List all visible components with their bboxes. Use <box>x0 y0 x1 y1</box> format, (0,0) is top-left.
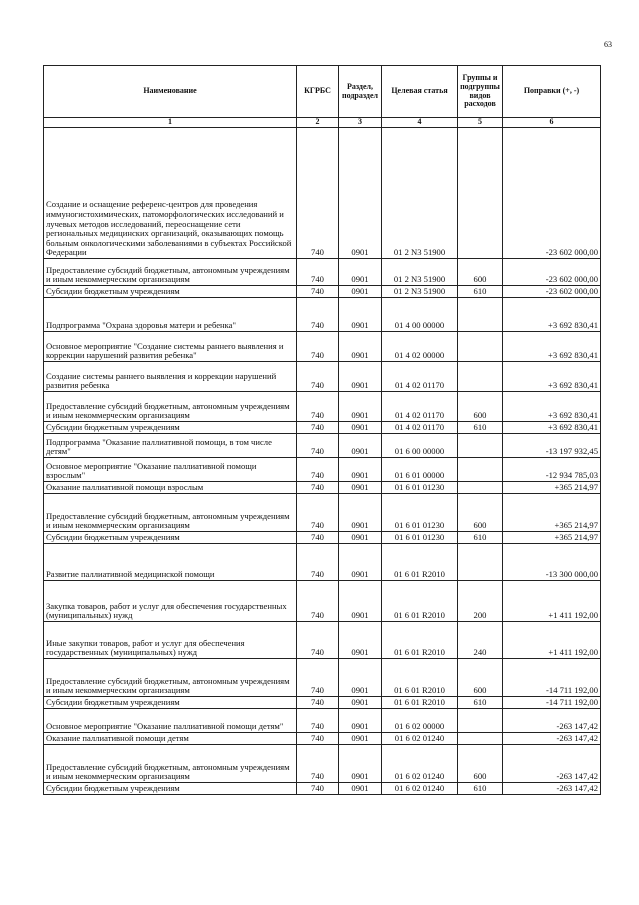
cell-section: 0901 <box>339 544 382 581</box>
table-row <box>44 482 601 494</box>
cell-group: 610 <box>458 697 503 709</box>
cell-name: Субсидии бюджетным учреждениям <box>44 286 297 298</box>
cell-name: Подпрограмма "Охрана здоровья матери и ребенка" <box>44 298 297 332</box>
cell-name: Развитие паллиативной медицинской помощи <box>44 544 297 581</box>
table-row <box>44 298 601 332</box>
cell-name: Создание системы раннего выявления и коррекции нарушений развития ребенка <box>44 362 297 392</box>
cell-name: Закупка товаров, работ и услуг для обеспечения государственных (муниципальных) нужд <box>44 581 297 622</box>
cell-amount: +3 692 830,41 <box>503 332 601 362</box>
cell-group <box>458 544 503 581</box>
cell-kgrbs: 740 <box>297 659 339 697</box>
table-row <box>44 532 601 544</box>
cell-article: 01 6 01 R2010 <box>382 544 458 581</box>
cell-kgrbs: 740 <box>297 544 339 581</box>
cell-kgrbs: 740 <box>297 622 339 659</box>
cell-article: 01 4 02 01170 <box>382 422 458 434</box>
cell-section: 0901 <box>339 362 382 392</box>
cell-amount: +1 411 192,00 <box>503 622 601 659</box>
cell-section: 0901 <box>339 482 382 494</box>
cell-section: 0901 <box>339 783 382 795</box>
cell-section: 0901 <box>339 709 382 733</box>
cell-name: Создание и оснащение референс-центров для проведения иммуногистохимических, патоморфологических исследований и лучевых методов исследований, переоснащение сети региональных медицинских организаций, оказывающих помощь больным онкологическими заболеваниями в субъектах Российской Федерации <box>44 128 297 259</box>
table-row <box>44 434 601 458</box>
cell-amount: -14 711 192,00 <box>503 659 601 697</box>
cell-section: 0901 <box>339 259 382 286</box>
cell-article: 01 2 N3 51900 <box>382 259 458 286</box>
cell-group: 600 <box>458 392 503 422</box>
cell-amount: +3 692 830,41 <box>503 362 601 392</box>
cell-group: 600 <box>458 259 503 286</box>
cell-article: 01 6 02 01240 <box>382 783 458 795</box>
table-row <box>44 259 601 286</box>
table-header-row <box>44 66 601 118</box>
cell-article: 01 6 01 01230 <box>382 482 458 494</box>
cell-article: 01 4 00 00000 <box>382 298 458 332</box>
cell-amount: -14 711 192,00 <box>503 697 601 709</box>
cell-name: Предоставление субсидий бюджетным, автономным учреждениям и иным некоммерческим организациям <box>44 745 297 783</box>
column-number-row <box>44 118 601 128</box>
cell-name: Основное мероприятие "Оказание паллиативной помощи взрослым" <box>44 458 297 482</box>
table-row <box>44 745 601 783</box>
table-row <box>44 286 601 298</box>
cell-kgrbs: 740 <box>297 434 339 458</box>
cell-group: 240 <box>458 622 503 659</box>
cell-name: Подпрограмма "Оказание паллиативной помощи, в том числе детям" <box>44 434 297 458</box>
cell-name: Предоставление субсидий бюджетным, автономным учреждениям и иным некоммерческим организациям <box>44 392 297 422</box>
cell-kgrbs: 740 <box>297 392 339 422</box>
cell-article: 01 6 01 R2010 <box>382 581 458 622</box>
cell-section: 0901 <box>339 581 382 622</box>
cell-name: Предоставление субсидий бюджетным, автономным учреждениям и иным некоммерческим организациям <box>44 494 297 532</box>
cell-kgrbs: 740 <box>297 581 339 622</box>
budget-amendments-table <box>43 65 601 795</box>
cell-section: 0901 <box>339 532 382 544</box>
header-groups: Группы и подгруппы видов расходов <box>458 66 503 118</box>
cell-article: 01 6 02 01240 <box>382 733 458 745</box>
cell-amount: +3 692 830,41 <box>503 422 601 434</box>
cell-kgrbs: 740 <box>297 482 339 494</box>
cell-amount: -263 147,42 <box>503 709 601 733</box>
cell-article: 01 6 01 01230 <box>382 494 458 532</box>
column-number: 5 <box>458 118 503 128</box>
column-number: 6 <box>503 118 601 128</box>
cell-name: Предоставление субсидий бюджетным, автономным учреждениям и иным некоммерческим организациям <box>44 259 297 286</box>
cell-kgrbs: 740 <box>297 458 339 482</box>
cell-name: Субсидии бюджетным учреждениям <box>44 532 297 544</box>
cell-section: 0901 <box>339 697 382 709</box>
cell-group: 610 <box>458 783 503 795</box>
cell-group: 200 <box>458 581 503 622</box>
cell-group: 610 <box>458 422 503 434</box>
cell-section: 0901 <box>339 494 382 532</box>
header-article: Целевая статья <box>382 66 458 118</box>
cell-group: 600 <box>458 745 503 783</box>
table-row <box>44 392 601 422</box>
cell-group: 610 <box>458 286 503 298</box>
cell-amount: -263 147,42 <box>503 745 601 783</box>
cell-name: Основное мероприятие "Оказание паллиативной помощи детям" <box>44 709 297 733</box>
cell-article: 01 6 01 00000 <box>382 458 458 482</box>
cell-section: 0901 <box>339 128 382 259</box>
cell-amount: -12 934 785,03 <box>503 458 601 482</box>
cell-section: 0901 <box>339 458 382 482</box>
cell-group <box>458 298 503 332</box>
table-row <box>44 544 601 581</box>
cell-article: 01 6 01 R2010 <box>382 697 458 709</box>
cell-group <box>458 362 503 392</box>
cell-section: 0901 <box>339 298 382 332</box>
cell-amount: -263 147,42 <box>503 733 601 745</box>
cell-section: 0901 <box>339 434 382 458</box>
cell-group: 600 <box>458 494 503 532</box>
cell-article: 01 6 02 00000 <box>382 709 458 733</box>
cell-kgrbs: 740 <box>297 733 339 745</box>
page-number: 63 <box>604 40 612 49</box>
cell-article: 01 6 01 R2010 <box>382 622 458 659</box>
cell-article: 01 6 01 01230 <box>382 532 458 544</box>
column-number: 2 <box>297 118 339 128</box>
cell-section: 0901 <box>339 392 382 422</box>
cell-section: 0901 <box>339 622 382 659</box>
cell-kgrbs: 740 <box>297 362 339 392</box>
cell-kgrbs: 740 <box>297 332 339 362</box>
table-row <box>44 733 601 745</box>
table-row <box>44 494 601 532</box>
cell-amount: -263 147,42 <box>503 783 601 795</box>
cell-article: 01 6 01 R2010 <box>382 659 458 697</box>
cell-section: 0901 <box>339 745 382 783</box>
cell-name: Субсидии бюджетным учреждениям <box>44 697 297 709</box>
cell-kgrbs: 740 <box>297 709 339 733</box>
column-number: 1 <box>44 118 297 128</box>
cell-kgrbs: 740 <box>297 783 339 795</box>
cell-kgrbs: 740 <box>297 532 339 544</box>
cell-article: 01 4 02 01170 <box>382 362 458 392</box>
cell-name: Иные закупки товаров, работ и услуг для обеспечения государственных (муниципальных) нужд <box>44 622 297 659</box>
header-name: Наименование <box>44 66 297 118</box>
cell-amount: +365 214,97 <box>503 482 601 494</box>
header-kgrbs: КГРБС <box>297 66 339 118</box>
cell-kgrbs: 740 <box>297 494 339 532</box>
cell-amount: +365 214,97 <box>503 494 601 532</box>
cell-kgrbs: 740 <box>297 422 339 434</box>
cell-amount: +3 692 830,41 <box>503 392 601 422</box>
cell-group: 600 <box>458 659 503 697</box>
table-row <box>44 709 601 733</box>
cell-amount: +3 692 830,41 <box>503 298 601 332</box>
cell-article: 01 2 N3 51900 <box>382 128 458 259</box>
cell-article: 01 6 00 00000 <box>382 434 458 458</box>
cell-name: Предоставление субсидий бюджетным, автономным учреждениям и иным некоммерческим организациям <box>44 659 297 697</box>
table-row <box>44 622 601 659</box>
cell-name: Оказание паллиативной помощи детям <box>44 733 297 745</box>
cell-name: Основное мероприятие "Создание системы раннего выявления и коррекции нарушений развития ребенка" <box>44 332 297 362</box>
cell-section: 0901 <box>339 332 382 362</box>
table-row <box>44 458 601 482</box>
cell-amount: -13 300 000,00 <box>503 544 601 581</box>
cell-name: Субсидии бюджетным учреждениям <box>44 783 297 795</box>
table-row <box>44 362 601 392</box>
cell-group <box>458 482 503 494</box>
cell-section: 0901 <box>339 659 382 697</box>
table-row <box>44 659 601 697</box>
table-row <box>44 783 601 795</box>
cell-kgrbs: 740 <box>297 745 339 783</box>
cell-kgrbs: 740 <box>297 697 339 709</box>
cell-amount: +1 411 192,00 <box>503 581 601 622</box>
table-row <box>44 332 601 362</box>
cell-kgrbs: 740 <box>297 298 339 332</box>
cell-group <box>458 128 503 259</box>
cell-section: 0901 <box>339 422 382 434</box>
cell-kgrbs: 740 <box>297 128 339 259</box>
cell-group <box>458 709 503 733</box>
table-body <box>44 128 601 795</box>
cell-group: 610 <box>458 532 503 544</box>
cell-name: Оказание паллиативной помощи взрослым <box>44 482 297 494</box>
column-number: 3 <box>339 118 382 128</box>
cell-group <box>458 458 503 482</box>
table-row <box>44 128 601 259</box>
cell-article: 01 4 02 01170 <box>382 392 458 422</box>
cell-group <box>458 434 503 458</box>
cell-kgrbs: 740 <box>297 259 339 286</box>
header-section: Раздел, подраздел <box>339 66 382 118</box>
cell-amount: -23 602 000,00 <box>503 128 601 259</box>
cell-section: 0901 <box>339 733 382 745</box>
cell-amount: -23 602 000,00 <box>503 259 601 286</box>
table-row <box>44 697 601 709</box>
cell-name: Субсидии бюджетным учреждениям <box>44 422 297 434</box>
column-number: 4 <box>382 118 458 128</box>
cell-kgrbs: 740 <box>297 286 339 298</box>
cell-article: 01 2 N3 51900 <box>382 286 458 298</box>
cell-group <box>458 332 503 362</box>
cell-amount: -13 197 932,45 <box>503 434 601 458</box>
cell-amount: +365 214,97 <box>503 532 601 544</box>
cell-article: 01 6 02 01240 <box>382 745 458 783</box>
cell-article: 01 4 02 00000 <box>382 332 458 362</box>
table-row <box>44 581 601 622</box>
cell-section: 0901 <box>339 286 382 298</box>
table-row <box>44 422 601 434</box>
cell-amount: -23 602 000,00 <box>503 286 601 298</box>
cell-group <box>458 733 503 745</box>
header-amendments: Поправки (+, -) <box>503 66 601 118</box>
